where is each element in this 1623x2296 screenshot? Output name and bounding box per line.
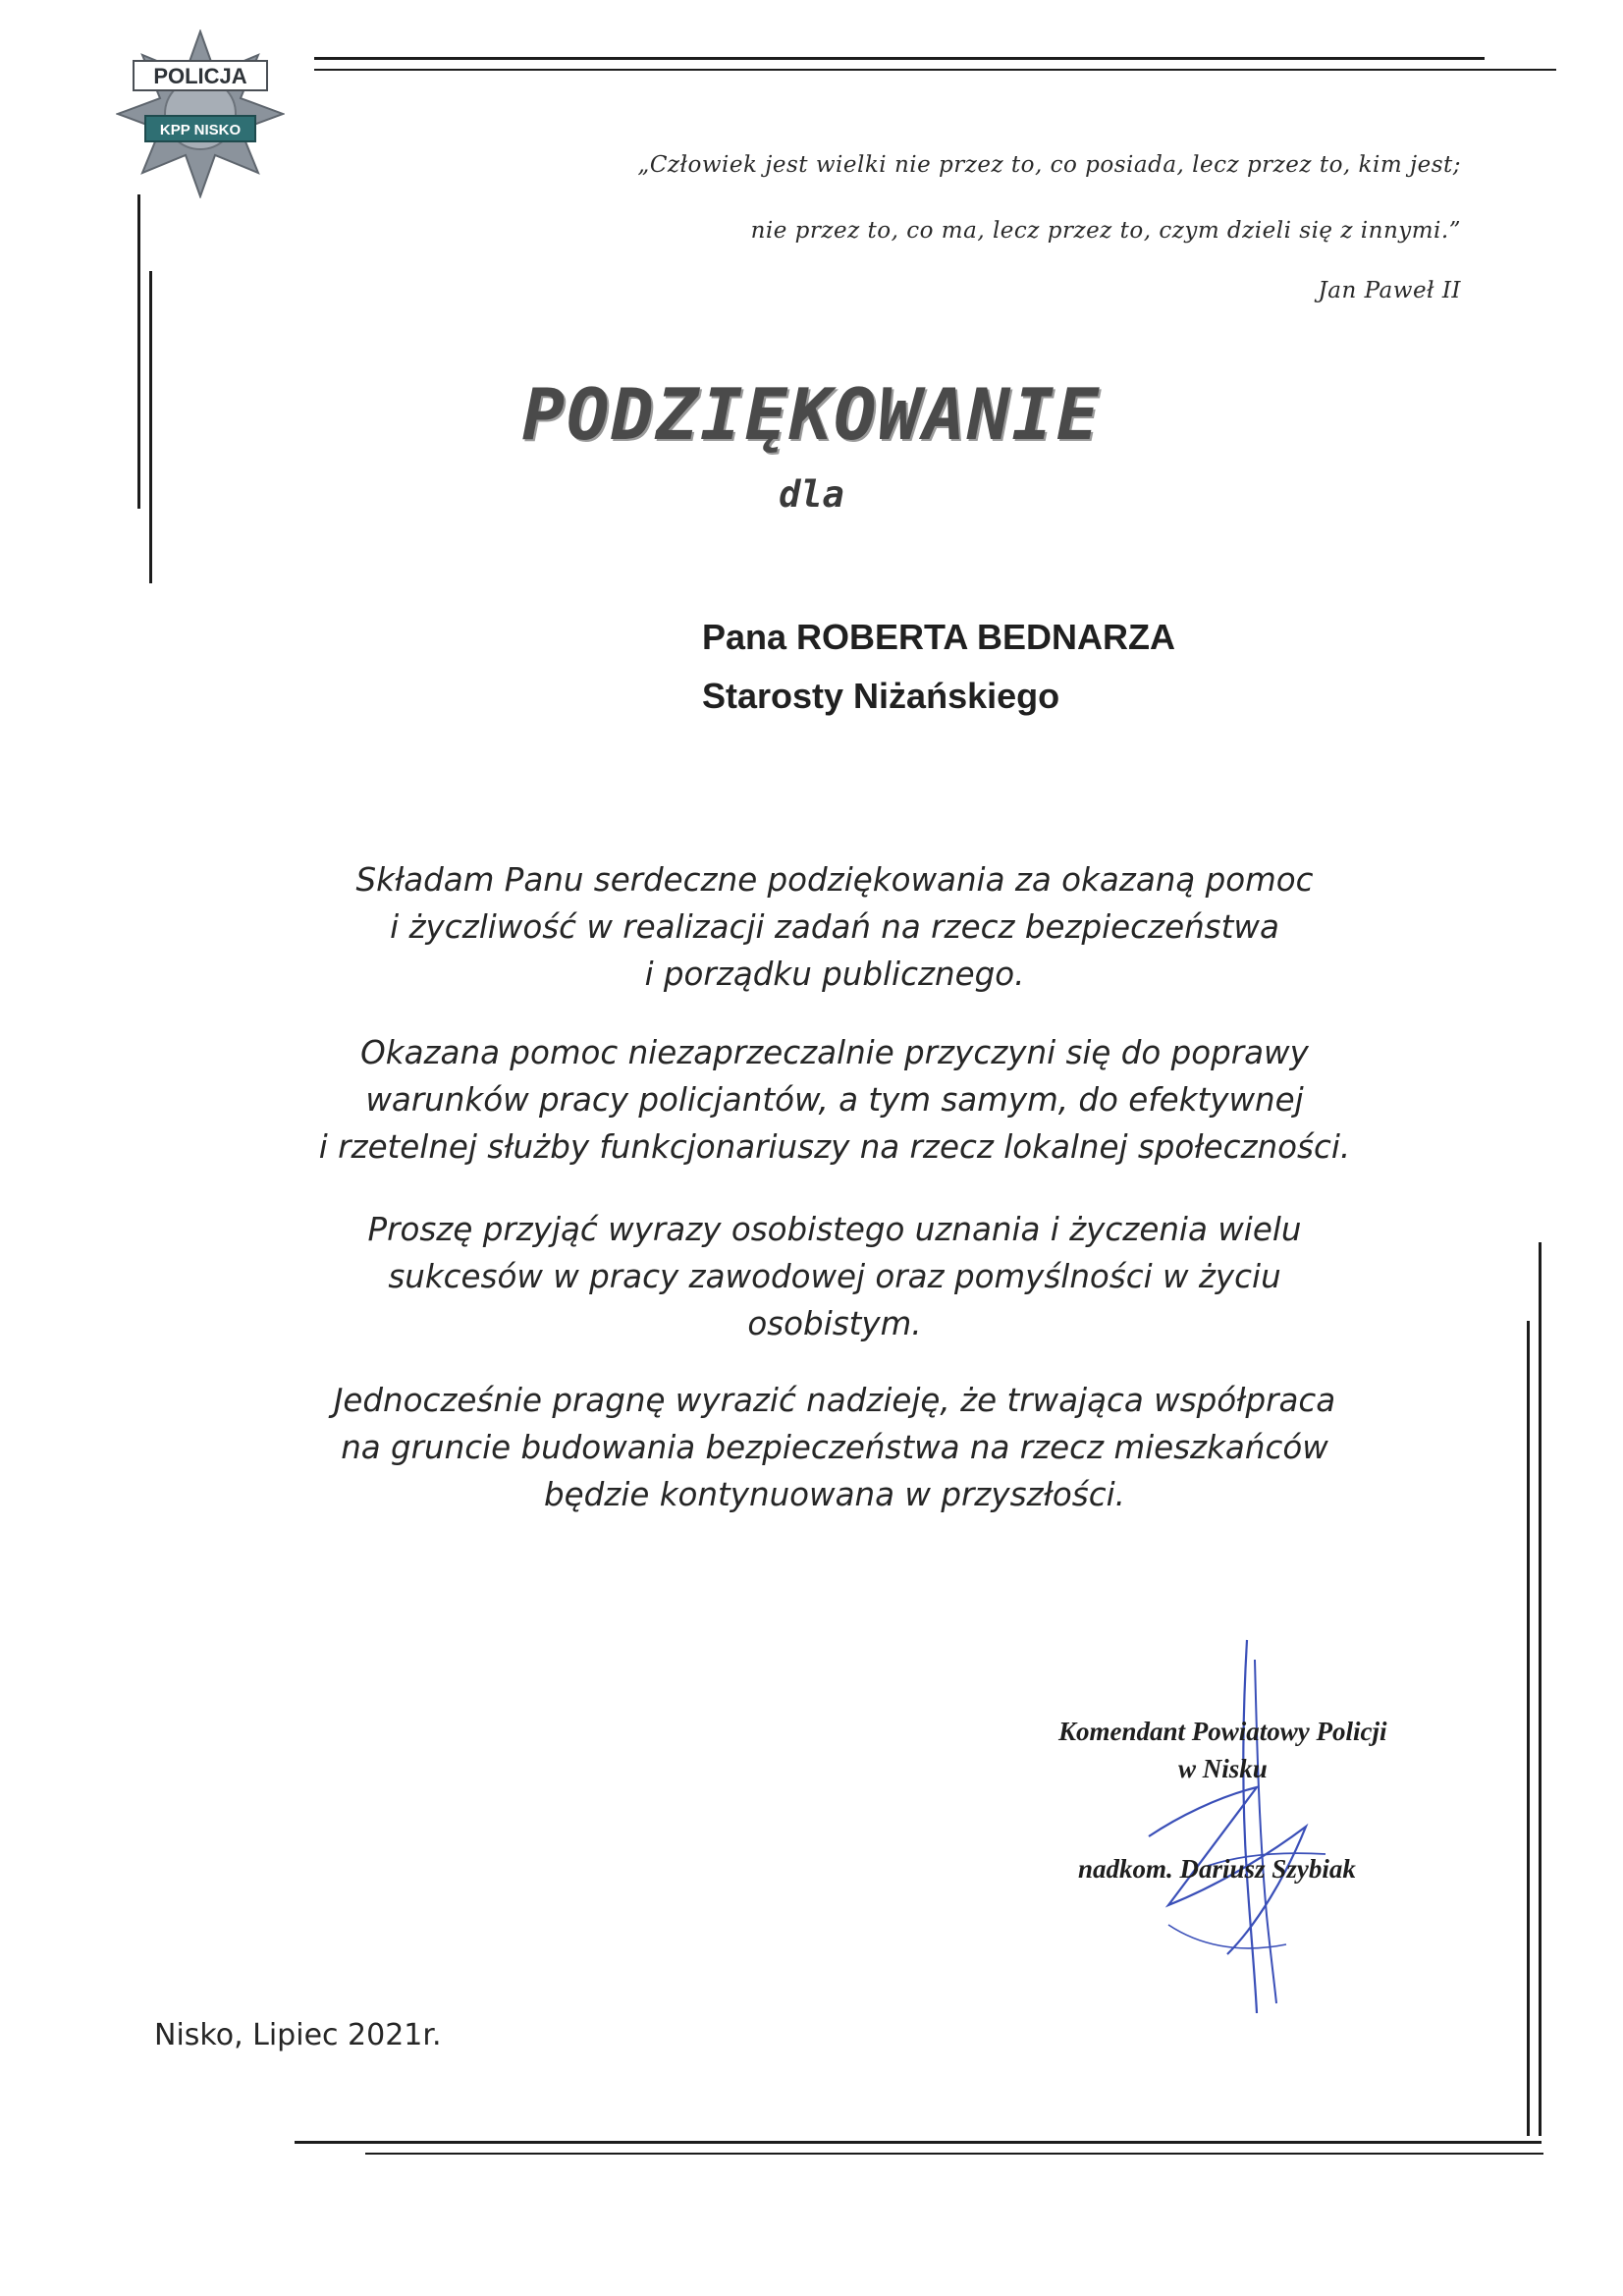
recipient-name: Pana ROBERTA BEDNARZA xyxy=(702,617,1176,657)
top-rule-thin xyxy=(314,69,1556,71)
paragraph-line: i rzetelnej służby funkcjonariuszy na rzecz lokalnej społeczności. xyxy=(318,1128,1351,1166)
document-subtitle: dla xyxy=(779,473,844,516)
paragraph-line: warunków pracy policjantów, a tym samym, do efektywnej xyxy=(365,1081,1304,1119)
logo-top-text: POLICJA xyxy=(153,64,247,88)
signature-title: Komendant Powiatowy Policji xyxy=(1058,1717,1387,1746)
signature-location: w Nisku xyxy=(1178,1754,1268,1783)
paragraph-line: będzie kontynuowana w przyszłości. xyxy=(544,1476,1125,1513)
paragraph-line: i porządku publicznego. xyxy=(644,956,1025,993)
paragraph-line: osobistym. xyxy=(747,1305,922,1342)
paragraph-line: Okazana pomoc niezaprzeczalnie przyczyni się do poprawy xyxy=(360,1034,1309,1071)
paragraph-line: Składam Panu serdeczne podziękowania za okazaną pomoc xyxy=(355,861,1314,899)
quote-author: Jan Paweł II xyxy=(1318,278,1461,303)
top-rule-thick xyxy=(314,57,1485,60)
body-paragraph-4 xyxy=(216,1377,1453,1518)
right-rule-inner xyxy=(1539,1242,1542,2136)
left-rule-outer xyxy=(137,194,140,509)
logo-bottom-text: KPP NISKO xyxy=(159,122,242,138)
paragraph-line: Jednocześnie pragnę wyrazić nadzieję, że trwająca współpraca xyxy=(333,1382,1336,1419)
bottom-rule-thick xyxy=(295,2141,1542,2144)
body-paragraph-3 xyxy=(216,1206,1453,1347)
signature-name: nadkom. Dariusz Szybiak xyxy=(1078,1854,1356,1884)
place-date: Nisko, Lipiec 2021r. xyxy=(154,2018,442,2052)
paragraph-line: Proszę przyjąć wyrazy osobistego uznania i życzenia wielu xyxy=(367,1211,1302,1248)
police-star-badge-icon xyxy=(116,29,285,198)
quote-line-2: nie przez to, co ma, lecz przez to, czym dzieli się z innymi.” xyxy=(750,218,1461,244)
handwritten-signature xyxy=(1109,1630,1424,2023)
recipient-role: Starosty Niżańskiego xyxy=(702,676,1060,716)
bottom-rule-thin xyxy=(365,2153,1543,2155)
quote-line-1: „Człowiek jest wielki nie przez to, co posiada, lecz przez to, kim jest; xyxy=(637,152,1461,178)
document-title: PODZIĘKOWANIE xyxy=(521,373,1102,456)
paragraph-line: sukcesów w pracy zawodowej oraz pomyślności w życiu xyxy=(388,1258,1281,1295)
body-paragraph-1 xyxy=(216,856,1453,998)
right-rule-outer xyxy=(1527,1321,1530,2136)
body-paragraph-2 xyxy=(216,1029,1453,1171)
paragraph-line: na gruncie budowania bezpieczeństwa na rzecz mieszkańców xyxy=(341,1429,1328,1466)
paragraph-line: i życzliwość w realizacji zadań na rzecz bezpieczeństwa xyxy=(390,908,1279,946)
